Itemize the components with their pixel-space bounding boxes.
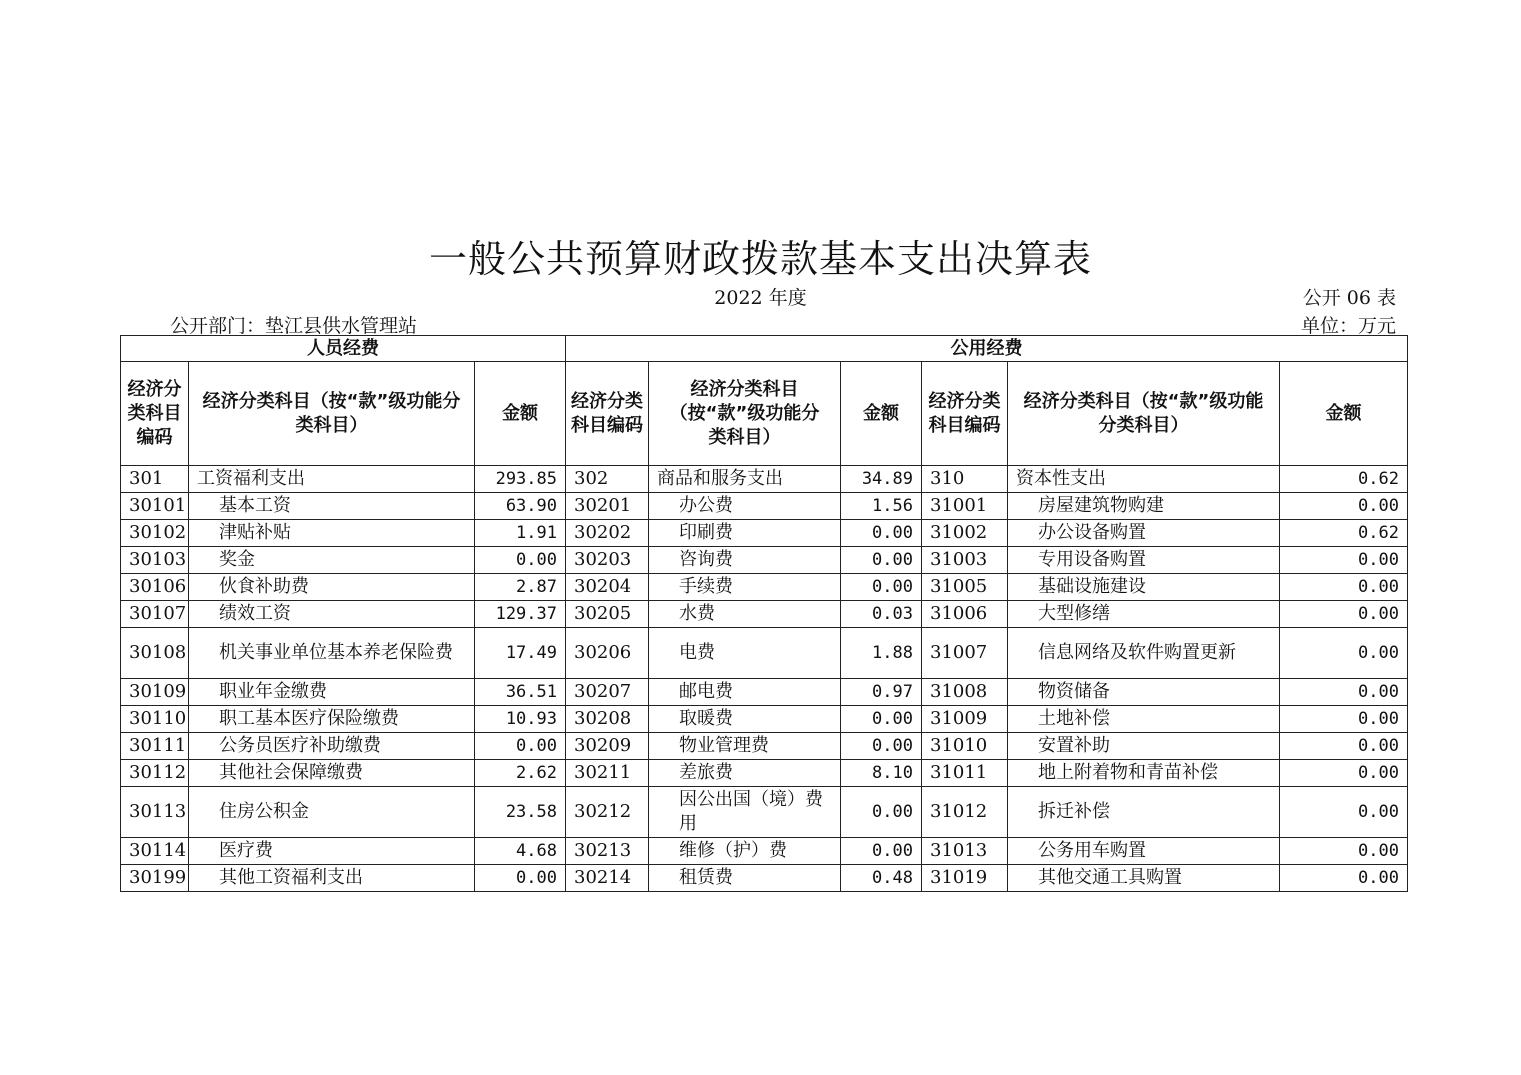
name-cell: 地上附着物和青苗补偿 [1008, 760, 1280, 787]
code-cell: 30214 [566, 865, 649, 892]
amount-cell: 10.93 [475, 706, 566, 733]
code-cell: 30206 [566, 628, 649, 679]
amount-cell: 0.00 [1280, 601, 1408, 628]
amount-cell: 0.00 [841, 787, 922, 838]
code-cell: 30107 [121, 601, 189, 628]
name-cell: 房屋建筑物购建 [1008, 493, 1280, 520]
name-cell: 资本性支出 [1008, 466, 1280, 493]
amount-cell: 293.85 [475, 466, 566, 493]
amount-cell: 0.00 [475, 547, 566, 574]
code-cell: 30209 [566, 733, 649, 760]
amount-cell: 0.00 [841, 574, 922, 601]
amount-cell: 36.51 [475, 679, 566, 706]
code-cell: 31010 [922, 733, 1008, 760]
amount-cell: 17.49 [475, 628, 566, 679]
amount-cell: 34.89 [841, 466, 922, 493]
name-cell: 手续费 [649, 574, 841, 601]
table-row [121, 679, 1408, 706]
amount-cell: 0.00 [1280, 628, 1408, 679]
name-cell: 公务员医疗补助缴费 [189, 733, 475, 760]
name-cell: 水费 [649, 601, 841, 628]
col-header-code: 经济分类科目编码 [922, 362, 1008, 466]
code-cell: 31009 [922, 706, 1008, 733]
table-row [121, 706, 1408, 733]
code-cell: 30202 [566, 520, 649, 547]
amount-cell: 0.00 [1280, 733, 1408, 760]
table-row [121, 733, 1408, 760]
name-cell: 印刷费 [649, 520, 841, 547]
table-row [121, 520, 1408, 547]
code-cell: 30211 [566, 760, 649, 787]
code-cell: 31005 [922, 574, 1008, 601]
unit-label: 单位：万元 [1300, 315, 1396, 337]
amount-cell: 0.00 [1280, 787, 1408, 838]
name-cell: 工资福利支出 [189, 466, 475, 493]
code-cell: 31019 [922, 865, 1008, 892]
code-cell: 30208 [566, 706, 649, 733]
name-cell: 基础设施建设 [1008, 574, 1280, 601]
name-cell: 职工基本医疗保险缴费 [189, 706, 475, 733]
code-cell: 30112 [121, 760, 189, 787]
name-cell: 信息网络及软件购置更新 [1008, 628, 1280, 679]
table-row [121, 628, 1408, 679]
name-cell: 商品和服务支出 [649, 466, 841, 493]
amount-cell: 0.00 [1280, 706, 1408, 733]
name-cell: 租赁费 [649, 865, 841, 892]
name-cell: 办公设备购置 [1008, 520, 1280, 547]
code-cell: 30106 [121, 574, 189, 601]
amount-cell: 2.62 [475, 760, 566, 787]
col-header-amount: 金额 [475, 362, 566, 466]
amount-cell: 0.00 [475, 733, 566, 760]
table-row [121, 547, 1408, 574]
fiscal-year: 2022 年度 [714, 287, 807, 309]
amount-cell: 8.10 [841, 760, 922, 787]
amount-cell: 0.00 [841, 733, 922, 760]
name-cell: 专用设备购置 [1008, 547, 1280, 574]
amount-cell: 1.91 [475, 520, 566, 547]
amount-cell: 4.68 [475, 838, 566, 865]
name-cell: 电费 [649, 628, 841, 679]
code-cell: 301 [121, 466, 189, 493]
code-cell: 31007 [922, 628, 1008, 679]
name-cell: 职业年金缴费 [189, 679, 475, 706]
name-cell: 其他社会保障缴费 [189, 760, 475, 787]
amount-cell: 0.00 [841, 706, 922, 733]
name-cell: 咨询费 [649, 547, 841, 574]
code-cell: 30101 [121, 493, 189, 520]
name-cell: 津贴补贴 [189, 520, 475, 547]
code-cell: 30113 [121, 787, 189, 838]
code-cell: 31012 [922, 787, 1008, 838]
name-cell: 维修（护）费 [649, 838, 841, 865]
name-cell: 大型修缮 [1008, 601, 1280, 628]
table-row [121, 466, 1408, 493]
amount-cell: 63.90 [475, 493, 566, 520]
name-cell: 住房公积金 [189, 787, 475, 838]
amount-cell: 0.97 [841, 679, 922, 706]
code-cell: 31001 [922, 493, 1008, 520]
code-cell: 30203 [566, 547, 649, 574]
code-cell: 30213 [566, 838, 649, 865]
code-cell: 310 [922, 466, 1008, 493]
name-cell: 绩效工资 [189, 601, 475, 628]
table-row [121, 493, 1408, 520]
amount-cell: 0.03 [841, 601, 922, 628]
name-cell: 医疗费 [189, 838, 475, 865]
amount-cell: 0.00 [841, 838, 922, 865]
amount-cell: 0.62 [1280, 466, 1408, 493]
code-cell: 30204 [566, 574, 649, 601]
name-cell: 物资储备 [1008, 679, 1280, 706]
amount-cell: 2.87 [475, 574, 566, 601]
name-cell: 邮电费 [649, 679, 841, 706]
code-cell: 30114 [121, 838, 189, 865]
amount-cell: 0.62 [1280, 520, 1408, 547]
code-cell: 31011 [922, 760, 1008, 787]
name-cell: 基本工资 [189, 493, 475, 520]
name-cell: 公务用车购置 [1008, 838, 1280, 865]
table-body [121, 466, 1408, 892]
col-header-code: 经济分类科目编码 [566, 362, 649, 466]
code-cell: 30109 [121, 679, 189, 706]
name-cell: 差旅费 [649, 760, 841, 787]
amount-cell: 0.48 [841, 865, 922, 892]
name-cell: 奖金 [189, 547, 475, 574]
code-cell: 31013 [922, 838, 1008, 865]
table-row [121, 838, 1408, 865]
amount-cell: 0.00 [841, 520, 922, 547]
code-cell: 31003 [922, 547, 1008, 574]
amount-cell: 0.00 [1280, 760, 1408, 787]
code-cell: 30199 [121, 865, 189, 892]
amount-cell: 0.00 [1280, 865, 1408, 892]
name-cell: 安置补助 [1008, 733, 1280, 760]
department-label: 公开部门：垫江县供水管理站 [170, 315, 418, 337]
amount-cell: 1.56 [841, 493, 922, 520]
code-cell: 31008 [922, 679, 1008, 706]
name-cell: 机关事业单位基本养老保险费 [189, 628, 475, 679]
expenditure-table [120, 335, 1408, 892]
col-header-amount: 金额 [841, 362, 922, 466]
amount-cell: 0.00 [475, 865, 566, 892]
name-cell: 办公费 [649, 493, 841, 520]
form-number: 公开 06 表 [1302, 287, 1396, 309]
name-cell: 拆迁补偿 [1008, 787, 1280, 838]
amount-cell: 0.00 [1280, 493, 1408, 520]
amount-cell: 0.00 [1280, 547, 1408, 574]
table-row [121, 574, 1408, 601]
amount-cell: 0.00 [841, 547, 922, 574]
code-cell: 30102 [121, 520, 189, 547]
name-cell: 其他交通工具购置 [1008, 865, 1280, 892]
col-header-name: 经济分类科目（按“款”级功能分类科目） [189, 362, 475, 466]
name-cell: 土地补偿 [1008, 706, 1280, 733]
group-header-personnel: 人员经费 [121, 336, 566, 362]
code-cell: 31006 [922, 601, 1008, 628]
amount-cell: 0.00 [1280, 679, 1408, 706]
name-cell: 伙食补助费 [189, 574, 475, 601]
name-cell: 其他工资福利支出 [189, 865, 475, 892]
table-row [121, 865, 1408, 892]
name-cell: 因公出国（境）费用 [649, 787, 841, 838]
name-cell: 物业管理费 [649, 733, 841, 760]
amount-cell: 0.00 [1280, 574, 1408, 601]
page-title: 一般公共预算财政拨款基本支出决算表 [428, 237, 1092, 281]
col-header-name: 经济分类科目（按“款”级功能分类科目） [1008, 362, 1280, 466]
group-header-public: 公用经费 [566, 336, 1408, 362]
amount-cell: 0.00 [1280, 838, 1408, 865]
code-cell: 30108 [121, 628, 189, 679]
code-cell: 302 [566, 466, 649, 493]
amount-cell: 23.58 [475, 787, 566, 838]
code-cell: 31002 [922, 520, 1008, 547]
code-cell: 30110 [121, 706, 189, 733]
code-cell: 30207 [566, 679, 649, 706]
code-cell: 30111 [121, 733, 189, 760]
table-row [121, 601, 1408, 628]
col-header-code: 经济分类科目编码 [121, 362, 189, 466]
amount-cell: 1.88 [841, 628, 922, 679]
table-row [121, 787, 1408, 838]
amount-cell: 129.37 [475, 601, 566, 628]
table-row [121, 760, 1408, 787]
code-cell: 30103 [121, 547, 189, 574]
code-cell: 30212 [566, 787, 649, 838]
col-header-amount: 金额 [1280, 362, 1408, 466]
code-cell: 30201 [566, 493, 649, 520]
code-cell: 30205 [566, 601, 649, 628]
name-cell: 取暖费 [649, 706, 841, 733]
col-header-name: 经济分类科目（按“款”级功能分类科目） [649, 362, 841, 466]
